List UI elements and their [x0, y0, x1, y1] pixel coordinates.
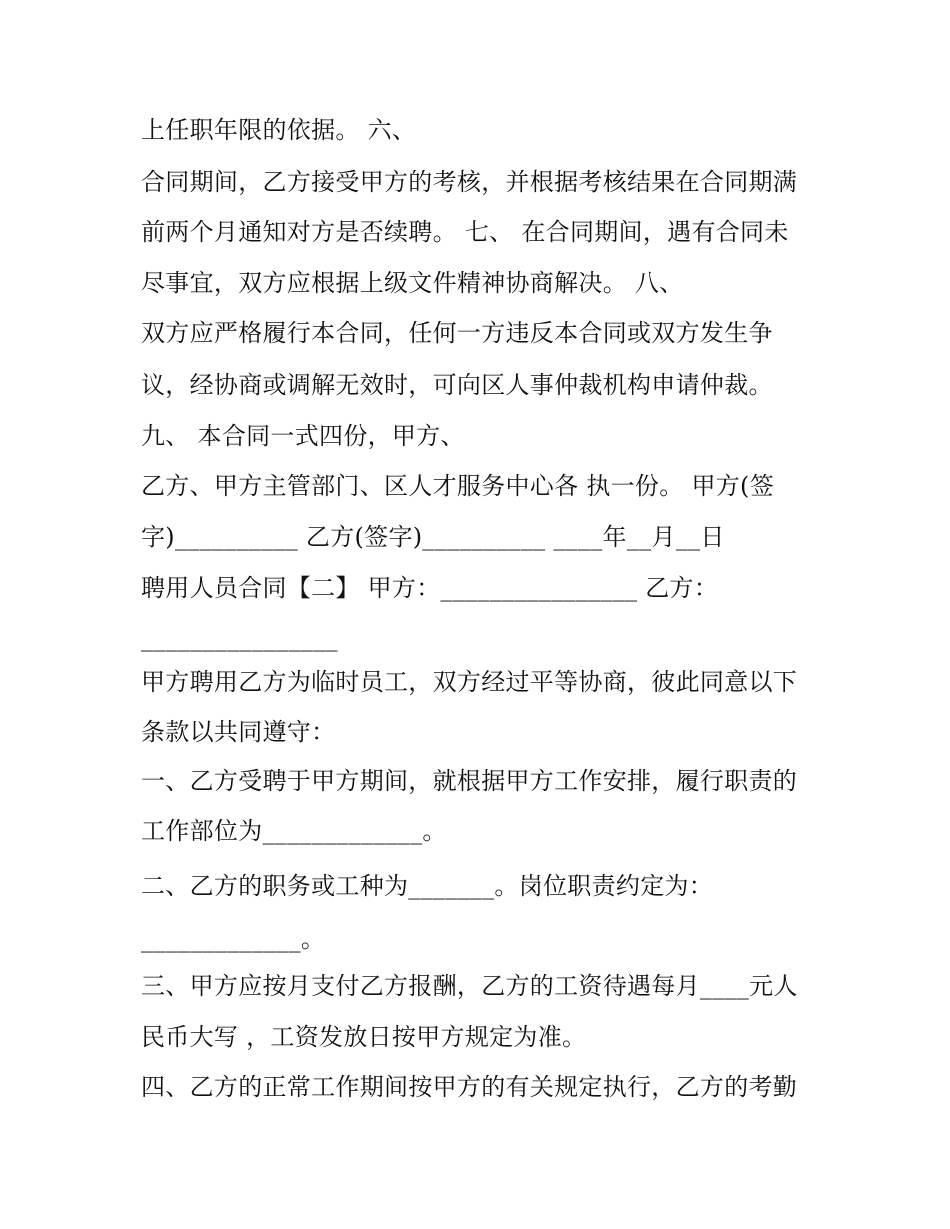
- text-line: 乙方、甲方主管部门、区人才服务中心各 执一份。 甲方(签: [141, 472, 775, 500]
- clause-three: 三、甲方应按月支付乙方报酬，乙方的工资待遇每月____元人: [141, 972, 798, 1000]
- text-line: 九、 本合同一式四份，甲方、: [141, 422, 465, 450]
- text-line: 尽事宜，双方应根据上级文件精神协商解决。 八、: [141, 269, 684, 297]
- clause-four: 四、乙方的正常工作期间按甲方的有关规定执行，乙方的考勤: [141, 1073, 798, 1101]
- text-line: 民币大写 ，工资发放日按甲方规定为准。: [141, 1023, 587, 1051]
- text-line: 议，经协商或调解无效时，可向区人事仲裁机构申请仲裁。: [141, 371, 773, 399]
- text-line: 前两个月通知对方是否续聘。 七、 在合同期间，遇有合同未: [141, 218, 789, 246]
- signature-line: 字)__________ 乙方(签字)__________ ____年__月__日: [141, 523, 725, 551]
- blank-line: _____________。: [141, 925, 326, 953]
- text-line: 上任职年限的依据。 六、: [141, 116, 417, 144]
- text-line: 工作部位为_____________。: [141, 817, 447, 845]
- clause-two: 二、乙方的职务或工种为_______。岗位职责约定为：: [141, 872, 714, 900]
- contract-title-line: 聘用人员合同【二】 甲方：________________ 乙方：: [141, 574, 719, 602]
- text-line: 双方应严格履行本合同，任何一方违反本合同或双方发生争: [141, 319, 773, 347]
- clause-one: 一、乙方受聘于甲方期间，就根据甲方工作安排，履行职责的: [141, 767, 798, 795]
- text-line: 条款以共同遵守：: [141, 718, 336, 746]
- text-line: 甲方聘用乙方为临时员工，双方经过平等协商，彼此同意以下: [141, 668, 798, 696]
- blank-line: ________________: [141, 624, 338, 652]
- text-line: 合同期间，乙方接受甲方的考核，并根据考核结果在合同期满: [141, 168, 798, 196]
